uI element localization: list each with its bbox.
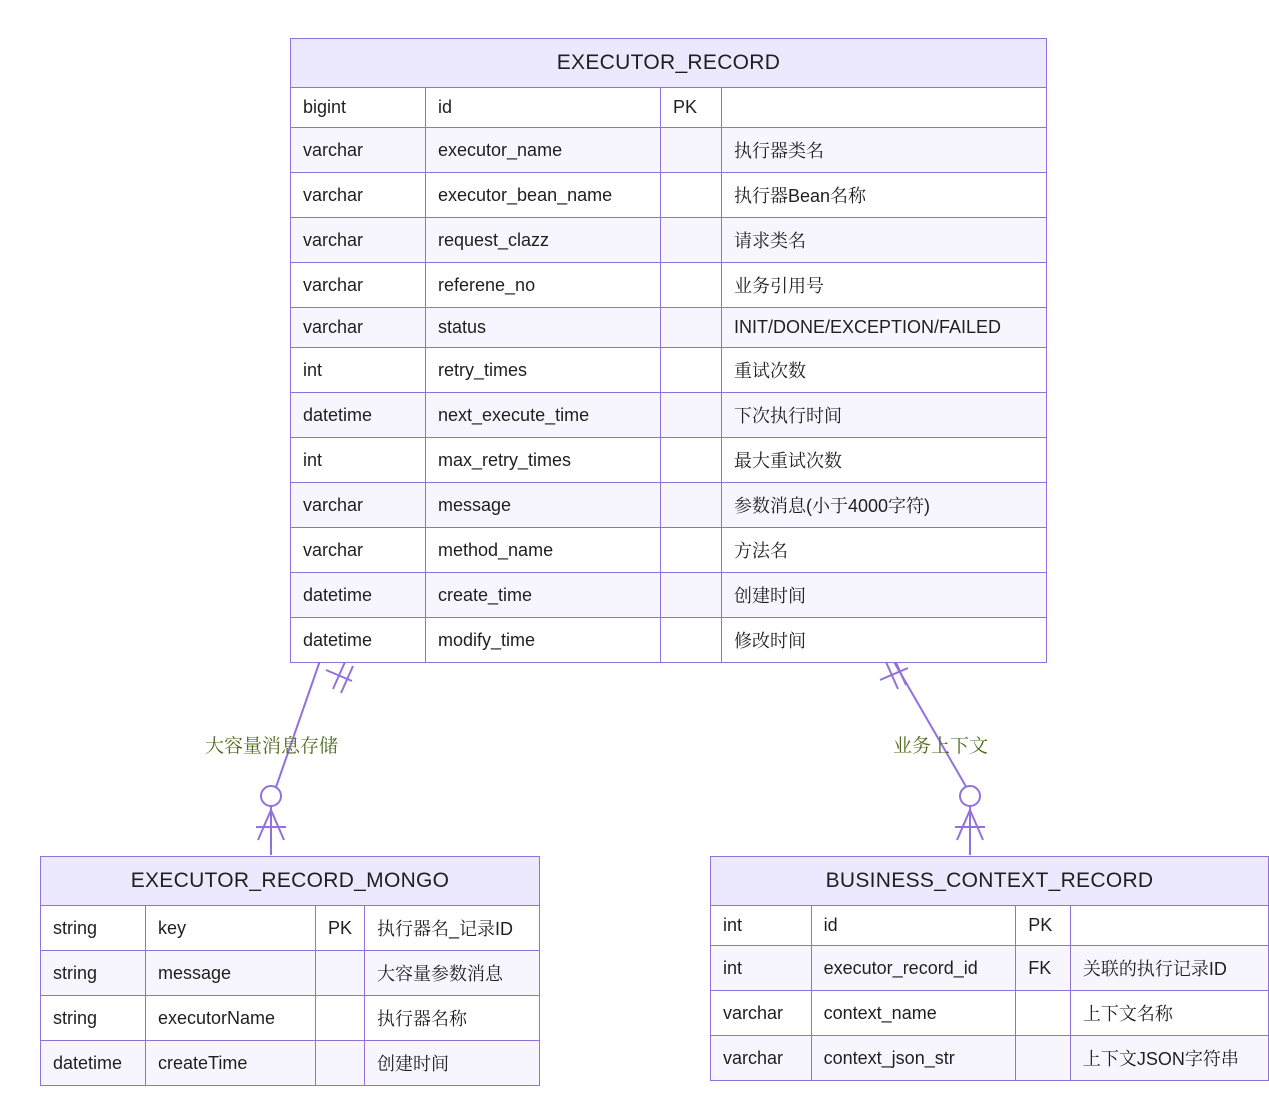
column-key: PK	[1016, 906, 1071, 946]
table-row	[291, 263, 1047, 308]
column-key	[661, 308, 722, 348]
column-key	[316, 1041, 365, 1086]
relationship-label-大容量消息存储: 大容量消息存储	[205, 736, 339, 757]
table-row	[291, 348, 1047, 393]
column-comment: 创建时间	[365, 1041, 540, 1086]
table-row	[291, 393, 1047, 438]
table-row	[711, 906, 1269, 946]
column-name: key	[146, 906, 316, 951]
table-row	[291, 88, 1047, 128]
column-key	[661, 173, 722, 218]
column-key	[661, 438, 722, 483]
table-row	[291, 573, 1047, 618]
column-name: retry_times	[426, 348, 661, 393]
table-row	[41, 951, 540, 996]
entity-title-executor-record-mongo: EXECUTOR_RECORD_MONGO	[41, 857, 540, 906]
column-type: string	[41, 951, 146, 996]
column-comment: INIT/DONE/EXCEPTION/FAILED	[722, 308, 1047, 348]
column-name: create_time	[426, 573, 661, 618]
column-key: PK	[661, 88, 722, 128]
column-comment: 创建时间	[722, 573, 1047, 618]
table-row	[291, 438, 1047, 483]
column-type: datetime	[291, 618, 426, 663]
column-name: method_name	[426, 528, 661, 573]
column-type: varchar	[291, 128, 426, 173]
column-name: executor_bean_name	[426, 173, 661, 218]
column-comment: 最大重试次数	[722, 438, 1047, 483]
column-name: executorName	[146, 996, 316, 1041]
column-key	[661, 263, 722, 308]
column-type: int	[291, 348, 426, 393]
table-row	[711, 946, 1269, 991]
column-type: varchar	[291, 218, 426, 263]
column-comment: 执行器名_记录ID	[365, 906, 540, 951]
column-type: datetime	[291, 573, 426, 618]
column-key	[661, 393, 722, 438]
column-name: message	[146, 951, 316, 996]
column-comment: 方法名	[722, 528, 1047, 573]
column-name: message	[426, 483, 661, 528]
table-row	[41, 996, 540, 1041]
column-key	[661, 618, 722, 663]
column-key	[661, 483, 722, 528]
column-key	[316, 996, 365, 1041]
column-type: varchar	[291, 483, 426, 528]
column-key	[661, 128, 722, 173]
table-row	[711, 1036, 1269, 1081]
table-row	[711, 991, 1269, 1036]
entity-business-context-record[interactable]	[710, 856, 1269, 1081]
table-row	[291, 618, 1047, 663]
column-comment	[722, 88, 1047, 128]
column-name: id	[811, 906, 1016, 946]
column-key	[661, 573, 722, 618]
column-comment	[1070, 906, 1268, 946]
column-comment: 上下文名称	[1070, 991, 1268, 1036]
column-comment: 重试次数	[722, 348, 1047, 393]
column-comment: 上下文JSON字符串	[1070, 1036, 1268, 1081]
column-key	[661, 528, 722, 573]
column-comment: 下次执行时间	[722, 393, 1047, 438]
column-type: varchar	[291, 528, 426, 573]
column-comment: 执行器Bean名称	[722, 173, 1047, 218]
column-type: string	[41, 996, 146, 1041]
column-name: executor_record_id	[811, 946, 1016, 991]
column-name: next_execute_time	[426, 393, 661, 438]
column-key: FK	[1016, 946, 1071, 991]
entity-executor-record-mongo[interactable]	[40, 856, 540, 1086]
column-key	[661, 218, 722, 263]
column-name: executor_name	[426, 128, 661, 173]
table-row	[291, 483, 1047, 528]
column-type: string	[41, 906, 146, 951]
table-row	[41, 1041, 540, 1086]
column-comment: 请求类名	[722, 218, 1047, 263]
column-type: datetime	[291, 393, 426, 438]
column-type: int	[711, 946, 812, 991]
column-name: id	[426, 88, 661, 128]
column-type: varchar	[291, 308, 426, 348]
column-comment: 执行器类名	[722, 128, 1047, 173]
column-comment: 大容量参数消息	[365, 951, 540, 996]
column-key	[1016, 1036, 1071, 1081]
column-comment: 业务引用号	[722, 263, 1047, 308]
table-row	[291, 218, 1047, 263]
table-row	[291, 528, 1047, 573]
table-row	[291, 128, 1047, 173]
column-type: varchar	[711, 991, 812, 1036]
column-name: max_retry_times	[426, 438, 661, 483]
column-type: varchar	[291, 263, 426, 308]
relationship-label-业务上下文: 业务上下文	[893, 736, 989, 757]
column-key: PK	[316, 906, 365, 951]
table-row	[41, 906, 540, 951]
column-comment: 关联的执行记录ID	[1070, 946, 1268, 991]
column-type: varchar	[291, 173, 426, 218]
column-type: int	[711, 906, 812, 946]
table-row	[291, 173, 1047, 218]
column-name: createTime	[146, 1041, 316, 1086]
column-comment: 执行器名称	[365, 996, 540, 1041]
entity-title-business-context-record: BUSINESS_CONTEXT_RECORD	[711, 857, 1269, 906]
column-type: varchar	[711, 1036, 812, 1081]
column-key	[661, 348, 722, 393]
column-type: bigint	[291, 88, 426, 128]
table-row	[291, 308, 1047, 348]
column-name: context_name	[811, 991, 1016, 1036]
entity-executor-record[interactable]	[290, 38, 1047, 663]
column-key	[1016, 991, 1071, 1036]
column-name: context_json_str	[811, 1036, 1016, 1081]
column-type: datetime	[41, 1041, 146, 1086]
column-name: referene_no	[426, 263, 661, 308]
column-comment: 参数消息(小于4000字符)	[722, 483, 1047, 528]
column-name: status	[426, 308, 661, 348]
column-key	[316, 951, 365, 996]
column-name: modify_time	[426, 618, 661, 663]
column-type: int	[291, 438, 426, 483]
column-name: request_clazz	[426, 218, 661, 263]
entity-title-executor-record: EXECUTOR_RECORD	[291, 39, 1047, 88]
column-comment: 修改时间	[722, 618, 1047, 663]
